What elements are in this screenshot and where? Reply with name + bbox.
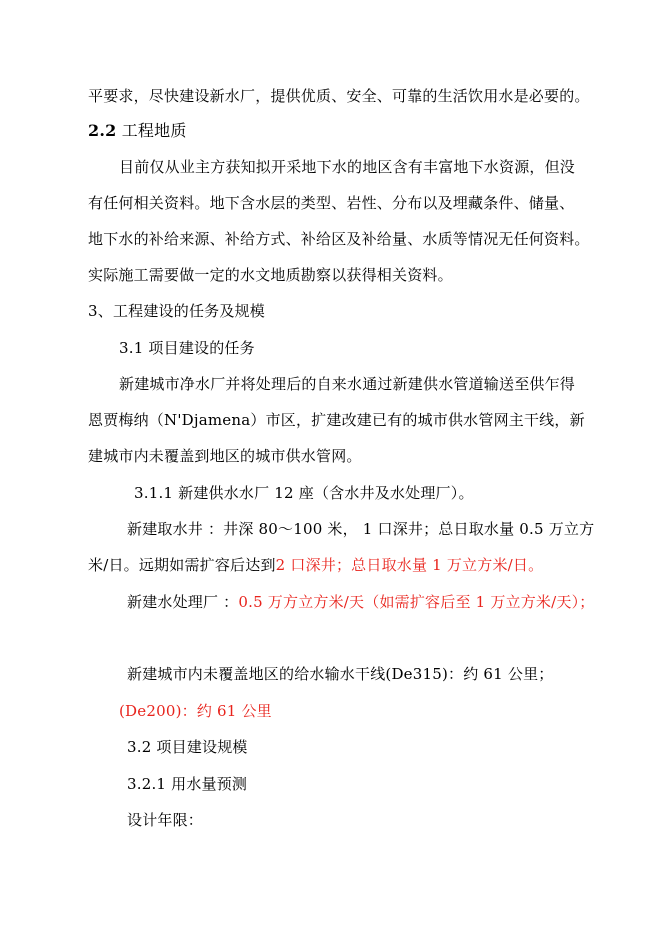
paragraph-line <box>88 446 362 466</box>
subsection-heading-3-2-1 <box>127 774 247 794</box>
text-segment: 建城市内未覆盖到地区的城市供水管网。 <box>88 447 362 465</box>
section-heading-3 <box>88 301 265 321</box>
paragraph-line <box>127 664 553 684</box>
section-heading-2-2 <box>88 121 187 141</box>
text-segment: 3.1.1 新建供水水厂 12 座（含水井及水处理厂）。 <box>134 484 474 502</box>
paragraph-line <box>88 193 574 213</box>
paragraph-line <box>127 592 595 612</box>
text-segment: 3.2.1 用水量预测 <box>127 775 248 793</box>
highlighted-text-segment: 0.5 万方立方米/天（如需扩容后至 1 万立方米/天）； <box>238 593 595 611</box>
text-segment: 设计年限： <box>127 811 204 829</box>
text-segment: 新建城市内未覆盖地区的给水输水干线(De315)：约 61 公里； <box>127 665 554 683</box>
paragraph-line <box>119 374 575 394</box>
subsection-heading-3-2 <box>127 737 248 757</box>
text-segment: 实际施工需要做一定的水文地质勘察以获得相关资料。 <box>88 266 453 284</box>
text-segment: 新建水处理厂 ： <box>127 593 239 611</box>
text-segment: 新建取水井 ：井深 80～100 米， 1 口深井；总日取水量 0.5 万立方 <box>127 520 595 538</box>
text-segment: 米/日。远期如需扩容后达到 <box>88 556 276 574</box>
text-segment: 恩贾梅纳（N'Djamena）市区，扩建改建已有的城市供水管网主干线，新 <box>88 411 585 429</box>
highlighted-text-segment: (De200)：约 61 公里 <box>119 702 272 720</box>
section-title: 工程地质 <box>116 121 187 140</box>
paragraph-line <box>88 555 543 575</box>
text-segment: 有任何相关资料。地下含水层的类型、岩性、分布以及埋藏条件、储量、 <box>88 194 575 212</box>
highlighted-paragraph-line <box>119 701 272 721</box>
text-segment: 地下水的补给来源、补给方式、补给区及补给量、水质等情况无任何资料。 <box>88 230 590 248</box>
text-segment: 3.1 项目建设的任务 <box>119 339 255 357</box>
paragraph-line <box>88 229 590 249</box>
text-segment: 目前仅从业主方获知拟开采地下水的地区含有丰富地下水资源，但没 <box>119 158 576 176</box>
text-segment: 3.2 项目建设规模 <box>127 738 248 756</box>
subsection-heading-3-1 <box>119 338 255 358</box>
text-segment: 平要求，尽快建设新水厂，提供优质、安全、可靠的生活饮用水是必要的。 <box>88 87 590 105</box>
paragraph-line <box>119 157 575 177</box>
text-segment: 新建城市净水厂并将处理后的自来水通过新建供水管道输送至供乍得 <box>119 375 576 393</box>
paragraph-line <box>127 810 203 830</box>
paragraph-continuation-line <box>88 86 590 106</box>
highlighted-text-segment: 2 口深井；总日取水量 1 万立方米/日。 <box>275 556 544 574</box>
subsection-heading-3-1-1 <box>134 483 474 503</box>
text-segment: 3、工程建设的任务及规模 <box>88 302 265 320</box>
paragraph-line <box>127 519 594 539</box>
paragraph-line <box>88 410 585 430</box>
section-number: 2.2 <box>88 121 117 140</box>
paragraph-line <box>88 265 453 285</box>
